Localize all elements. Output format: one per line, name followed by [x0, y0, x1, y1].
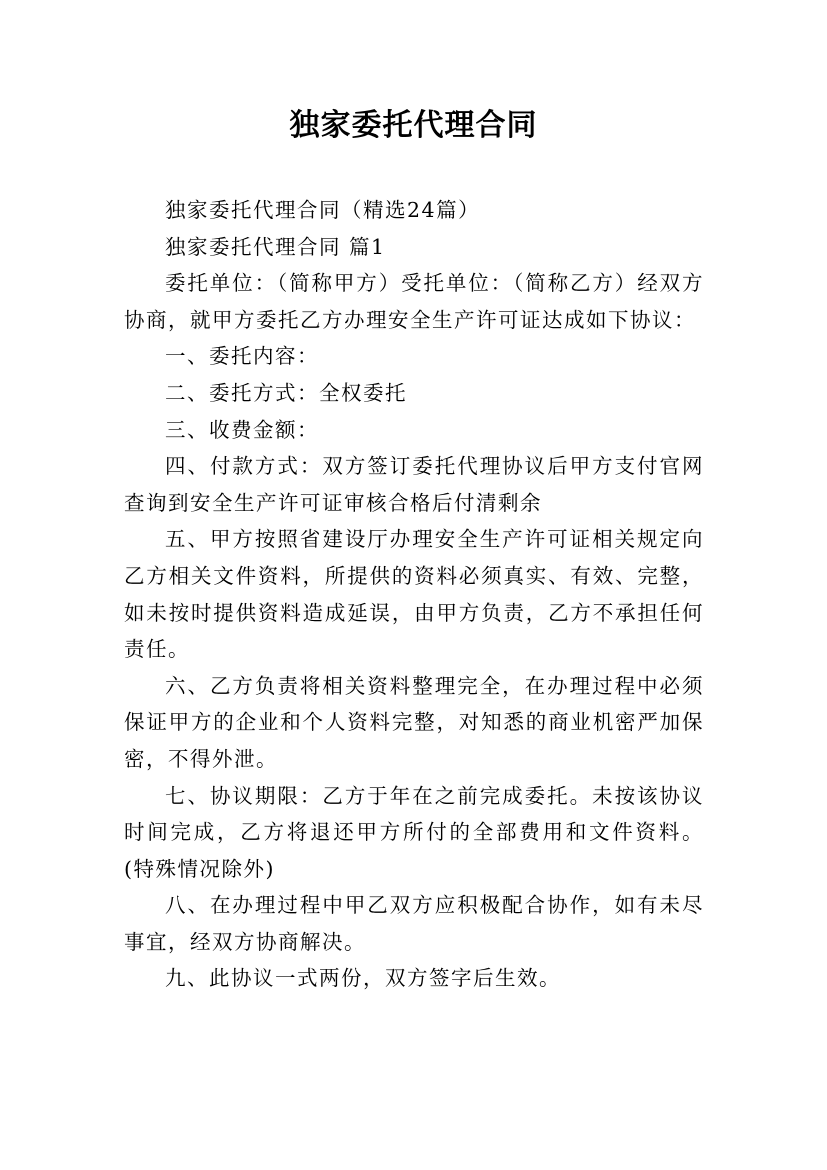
paragraph-subtitle: 独家委托代理合同（精选24篇） [165, 198, 481, 222]
paragraph-clause-3: 三、收费金额： [165, 417, 319, 442]
paragraph-parties: 委托单位：（简称甲方）受托单位：（简称乙方）经双方协商，就甲方委托乙方办理安全生产许可证达成如下协议： [124, 271, 704, 332]
paragraph-section-heading: 独家委托代理合同 篇1 [165, 234, 386, 259]
paragraph-clause-7: 七、协议期限：乙方于年在之前完成委托。未按该协议时间完成，乙方将退还甲方所付的全部费用和文件资料。(特殊情况除外) [124, 783, 704, 881]
document-body [124, 192, 704, 997]
paragraph-clause-8: 八、在办理过程中甲乙双方应积极配合协作，如有未尽事宜，经双方协商解决。 [124, 893, 704, 954]
paragraph-clause-6: 六、乙方负责将相关资料整理完全，在办理过程中必须保证甲方的企业和个人资料完整，对知悉的商业机密严加保密，不得外泄。 [124, 673, 704, 771]
paragraph-clause-5: 五、甲方按照省建设厅办理安全生产许可证相关规定向乙方相关文件资料，所提供的资料必须真实、有效、完整，如未按时提供资料造成延误，由甲方负责，乙方不承担任何责任。 [124, 527, 704, 662]
paragraph-clause-2: 二、委托方式：全权委托 [165, 380, 407, 405]
paragraph-clause-4: 四、付款方式：双方签订委托代理协议后甲方支付官网查询到安全生产许可证审核合格后付清剩余 [124, 454, 704, 515]
paragraph-clause-1: 一、委托内容： [165, 344, 319, 369]
document-title: 独家委托代理合同 [289, 108, 538, 143]
paragraph-clause-9: 九、此协议一式两份，双方签字后生效。 [165, 966, 561, 991]
